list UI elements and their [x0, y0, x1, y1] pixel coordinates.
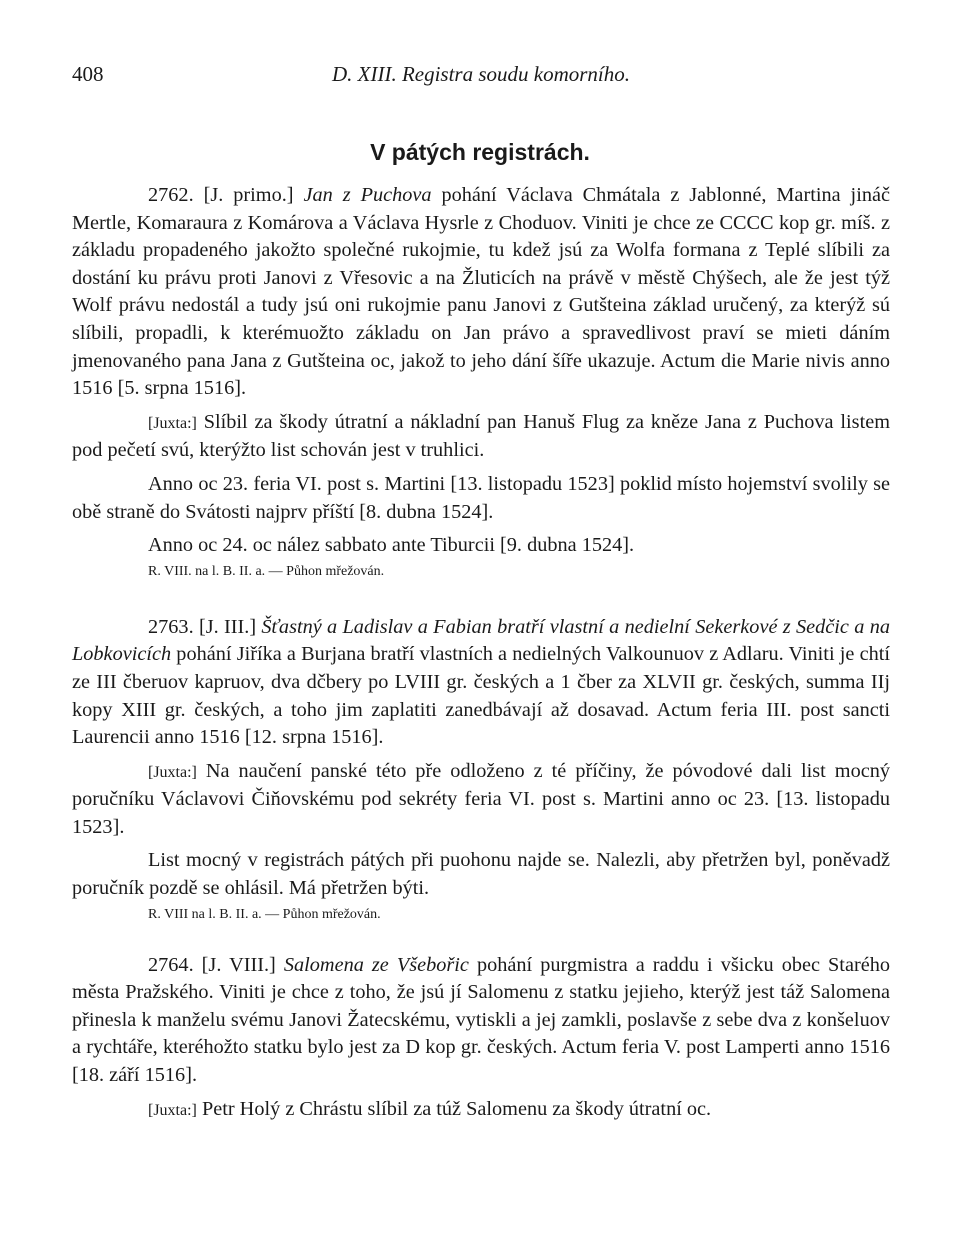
juxta-text: Slíbil za škody útratní a nákladní pan Hanuš Flug za kněze Jana z Puchova listem pod pečetí svú, kterýžto list schován jest v truhlici. [72, 410, 890, 462]
entry-text: pohání Václava Chmátala z Jablonné, Martina jináč Mertle, Komaraura z Komárova a Václava Hysrle z Choduov. Viniti je chce ze CCCC kop gr. míš. z základu propadeného jakožto společné rukojmie, tu kdež jsú za Wolfa formana z Teplé slíbili za dostání ku právu proti Janovi z Vřesovic a na Žluticích na právě v městě Chýšech, ale že jest týž Wolf právu nedostál a tudy jsú oni rukojmie panu Janovi z Gutšteina základ uručený, za kterýž sú slíbili, propadli, k kterémuožto základu on Jan právo a spravedlivost praví se mieti dáním jmenovaného pana Jana z Gutšteina oc, jakož to jeho dání šíře ukazuje. Actum die Marie nivis anno 1516 [5. srpna 1516]. [72, 184, 890, 400]
page-number: 408 [72, 62, 104, 86]
reference-line: R. VIII na l. B. II. a. — Půhon mřežován. [148, 906, 381, 922]
note-paragraph [72, 532, 890, 560]
juxta-label: [Juxta:] [148, 1101, 197, 1119]
entry-2763 [72, 614, 890, 925]
juxta-text: Na naučení panské této pře odloženo z té příčiny, že póvodové dali list mocný poručníku Václavovi Čiňovskému pod sekréty feria VI. post s. Martini anno oc 23. [13. listopadu 1523]. [72, 759, 890, 838]
reference-line: R. VIII. na l. B. II. a. — Půhon mřežován. [148, 563, 385, 579]
entry-separator [72, 925, 890, 952]
entry-number: 2762. [J. primo.] [148, 184, 304, 206]
entry-text: pohání purgmistra a raddu i všicku obec Starého města Pražského. Viniti je chce z toho, že jsú jí Salomenu z statku jejieho, kterýž jest táž Salomena přinesla k manželu svému Janovi Žatecskému, vytiskli a jej zamkli, poslavše z sebe dva z konšeluov a rychtáře, kteréhožto statku bylo jest za D kop gr. českých. Actum feria V. post Lamperti anno 1516 [18. září 1516]. [72, 953, 890, 1087]
entry-paragraph [72, 952, 890, 1090]
juxta-paragraph [72, 409, 890, 465]
running-title: D. XIII. Registra soudu komorního. [331, 62, 631, 86]
section-heading: V pátých registrách. [370, 139, 590, 165]
juxta-paragraph [72, 1096, 890, 1125]
document-body [72, 182, 890, 1124]
entry-number: 2764. [J. VIII.] [148, 953, 284, 976]
note-text: List mocný v registrách pátých při puohonu najde se. Nalezli, aby přetržen byl, poněvadž poručník pozdě se ohlásil. Má přetržen býti. [72, 849, 890, 900]
note-paragraph [72, 847, 890, 902]
note-text: Anno oc 23. feria VI. post s. Martini [13. listopadu 1523] poklid místo hojemství svolily se obě straně do Svátosti najprv příští [8. dubna 1524]. [72, 472, 890, 523]
entry-parties: Jan z Puchova [303, 184, 432, 206]
entry-2764 [72, 952, 890, 1125]
entry-text: pohání Jiříka a Burjana bratří vlastních a nedielných Valkounuov z Adlaru. Viniti je chtí ze III čberuov kapruov, dva dčbery po LVIII gr. českých a 1 čber za XLVII gr. českých, summa IIj kopy XIII gr. českých, a toho jim zaplatiti zanedbávají až dosavad. Actum feria III. post sancti Laurencii anno 1516 [12. srpna 1516]. [72, 643, 890, 749]
entry-paragraph [72, 614, 890, 752]
juxta-paragraph [72, 758, 890, 842]
entry-2762 [72, 182, 890, 582]
entry-number: 2763. [J. III.] [148, 615, 262, 638]
running-head [72, 62, 890, 92]
entry-parties: Salomena ze Všebořic [283, 953, 469, 976]
entry-paragraph [72, 182, 890, 403]
juxta-label: [Juxta:] [148, 414, 197, 432]
note-text: Anno oc 24. oc nález sabbato ante Tiburcii [9. dubna 1524]. [148, 534, 635, 557]
juxta-text: Petr Holý z Chrástu slíbil za túž Salomenu za škody útratní oc. [196, 1097, 712, 1120]
entry-parties: Šťastný a Ladislav a Fabian bratří vlastní a nedielní Sekerkové z Sedčic a na Lobkovicích [72, 615, 890, 666]
juxta-label: [Juxta:] [148, 763, 197, 781]
note-paragraph [72, 471, 890, 526]
entry-separator [72, 582, 890, 614]
